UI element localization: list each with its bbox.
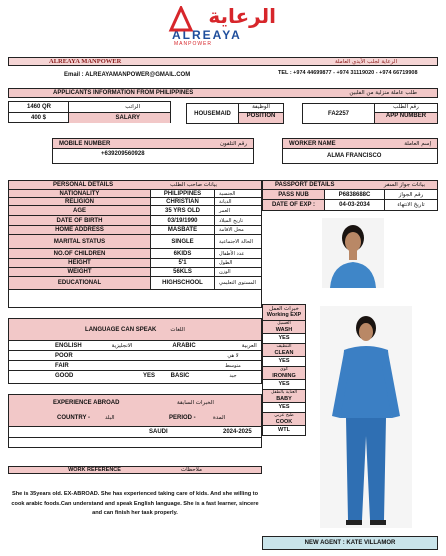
personal-value: SINGLE <box>151 235 215 248</box>
personal-label: HOME ADDRESS <box>9 226 151 234</box>
personal-label-arabic: تاريخ الميلاد <box>219 217 244 224</box>
skill-label: CLEAN <box>274 350 294 356</box>
personal-value: 56KLS <box>151 268 215 276</box>
skill-label: BABY <box>276 396 292 402</box>
work-reference-header: WORK REFERENCE ملاحظات <box>8 466 262 474</box>
skill-item <box>263 413 305 436</box>
personal-row <box>9 235 261 249</box>
personal-value: HIGHSCHOOL <box>151 277 215 289</box>
personal-row <box>9 277 261 290</box>
form-title-arabic: طلب عاملة منزلية من الفلبين <box>349 90 417 96</box>
personal-row <box>9 206 261 216</box>
language-row <box>9 361 261 371</box>
personal-label-arabic: الطول <box>219 260 233 266</box>
position-value-cell: HOUSEMAID <box>187 104 239 123</box>
language-level-arabic: متوسط <box>225 362 241 369</box>
skill-label: COOK <box>275 419 293 425</box>
personal-value: CHRISTIAN <box>151 198 215 205</box>
company-name-band <box>8 57 438 66</box>
section-title-band <box>8 88 438 98</box>
personal-row <box>9 190 261 198</box>
mobile-value: +639209560928 <box>101 151 145 157</box>
skill-item <box>263 367 305 390</box>
worker-name-box <box>282 138 438 164</box>
personal-label-arabic: الوزن <box>219 269 231 275</box>
personal-row <box>9 198 261 206</box>
personal-row <box>9 249 261 259</box>
skill-item <box>263 321 305 344</box>
skill-value: YES <box>278 335 290 341</box>
app-number-ar-cell: رقم الطلب <box>375 104 437 113</box>
personal-label: NO.OF CHILDREN <box>9 249 151 258</box>
language-header: LANGUAGE CAN SPEAK اللغات <box>9 319 261 341</box>
salary-label-cell: SALARY <box>69 113 170 123</box>
experience-header: EXPERIENCE ABROAD الخبرات السابقة COUNTRY - البلد PERIOD - المدة <box>9 395 261 427</box>
salary-box <box>8 101 171 123</box>
passport-number-row: PASS NUB P6838688C رقم الجواز <box>263 190 437 200</box>
personal-label-arabic: محل الاقامة <box>219 227 244 233</box>
personal-row <box>9 226 261 235</box>
skill-label: WASH <box>275 327 293 333</box>
app-number-box <box>302 103 438 124</box>
skill-label-arabic: العناية بالطفل <box>271 390 297 395</box>
personal-label-arabic: المستوى التعليمي <box>219 280 256 286</box>
skill-item <box>263 344 305 367</box>
passport-expiry-row: DATE OF EXP : 04-03-2034 تاريخ الانتهاء <box>263 200 437 210</box>
full-body-illustration <box>320 306 412 528</box>
portrait-photo <box>322 218 384 288</box>
salary-usd-cell: 400 $ <box>9 113 69 123</box>
passport-details-table <box>262 180 438 211</box>
language-col-headers: ENGLISH الانجليزية ARABIC العربية <box>9 341 261 351</box>
personal-value: 35 YRS OLD <box>151 206 215 215</box>
skill-value: WTL <box>278 427 290 433</box>
company-name: ALREAYA MANPOWER <box>49 58 122 65</box>
skill-label: IRONING <box>272 373 296 379</box>
personal-label: NATIONALITY <box>9 190 151 197</box>
logo-sub: MANPOWER <box>174 41 212 47</box>
personal-details-header: PERSONAL DETAILS بيانات صاحب الطلب <box>9 181 261 190</box>
skill-item <box>263 390 305 413</box>
language-level: FAIR <box>55 362 69 369</box>
worker-name-value: ALMA FRANCISCO <box>327 153 382 159</box>
experience-table <box>8 394 262 448</box>
app-number-label-cell: APP NUMBER <box>375 113 437 123</box>
position-box <box>186 103 284 124</box>
position-label-cell: POSITION <box>239 113 283 123</box>
personal-label: RELIGION <box>9 198 151 205</box>
personal-label: HEIGHT <box>9 259 151 267</box>
worker-header: WORKER NAME إسم العاملة <box>283 139 437 149</box>
personal-label: AGE <box>9 206 151 215</box>
personal-label: EDUCATIONAL <box>9 277 151 289</box>
personal-row <box>9 268 261 277</box>
skill-value: YES <box>278 404 290 410</box>
experience-row: SAUDI 2024-2025 <box>9 427 261 438</box>
personal-label: MARITAL STATUS <box>9 235 151 248</box>
skill-value: YES <box>278 381 290 387</box>
skill-label-arabic: التنظيف <box>276 344 292 349</box>
language-english-value: YES <box>142 373 155 379</box>
agent-band: NEW AGENT : KATE VILLAMOR <box>262 536 438 550</box>
passport-header: PASSPORT DETAILS بيانات جواز السفر <box>263 181 437 190</box>
mobile-header: MOBILE NUMBER رقم التلفون <box>53 139 253 149</box>
language-level-arabic: لا هي <box>227 352 239 359</box>
language-level: GOOD <box>55 373 74 379</box>
personal-value: MASBATE <box>151 226 215 234</box>
personal-label-arabic: الحالة الاجتماعية <box>219 238 253 245</box>
language-arabic-value: BASIC <box>170 373 190 379</box>
personal-value: 5'1 <box>151 259 215 267</box>
personal-label-arabic: عدد الأطفال <box>219 250 245 257</box>
email: Email : ALREAYAMANPOWER@GMAIL.COM <box>64 72 191 78</box>
personal-label-arabic: العمر <box>219 207 230 214</box>
company-name-arabic: الرعاية لجلب الأيدي العاملة <box>334 58 397 65</box>
app-number-value-cell: FA2257 <box>303 104 375 123</box>
personal-label: WEIGHT <box>9 268 151 276</box>
skills-column <box>262 304 306 436</box>
personal-details-table <box>8 180 262 308</box>
personal-value: 6KIDS <box>151 249 215 258</box>
personal-label-arabic: الجنسية <box>219 190 236 197</box>
section-title: APPLICANTS INFORMATION FROM PHILIPPINES <box>53 90 194 96</box>
salary-ar-cell: الراتب <box>69 102 170 113</box>
language-row <box>9 351 261 361</box>
skill-label-arabic: الغسيل <box>277 321 291 326</box>
personal-row <box>9 216 261 226</box>
logo-latin: ALREAYA <box>172 28 242 42</box>
language-level: POOR <box>55 352 73 359</box>
salary-qr-cell: 1460 QR <box>9 102 69 113</box>
personal-label-arabic: الديانة <box>219 198 232 205</box>
personal-value: 03/19/1990 <box>151 216 215 225</box>
logo-arabic: الرعاية <box>208 4 276 28</box>
telephone: TEL : +974 44699877 - +974 31119020 - +974 66719908 <box>278 70 418 76</box>
full-body-photo <box>320 306 412 528</box>
skill-value: YES <box>278 358 290 364</box>
logo-a-mark-icon <box>168 6 198 32</box>
language-table <box>8 318 262 384</box>
language-level-arabic: جيد <box>229 373 237 379</box>
description-text: She is 35years old. EX-ABROAD. She has experienced taking care of kids. And she willing to cook arabic foods.Can understand and speak English language. She is a fast learner, sincere and can finish her task properly. <box>11 491 259 516</box>
company-logo <box>168 6 280 48</box>
language-row <box>9 371 261 381</box>
skill-label-arabic: كوي <box>280 367 288 372</box>
personal-label: DATE OF BIRTH <box>9 216 151 225</box>
skills-header: خبرات العمل Working EXP <box>263 305 305 321</box>
position-ar-cell: الوظيفة <box>239 104 283 113</box>
skill-label-arabic: طبخ عربي <box>274 413 294 418</box>
personal-row <box>9 259 261 268</box>
personal-value: PHILIPPINES <box>151 190 215 197</box>
mobile-box <box>52 138 254 164</box>
portrait-illustration <box>322 218 384 288</box>
